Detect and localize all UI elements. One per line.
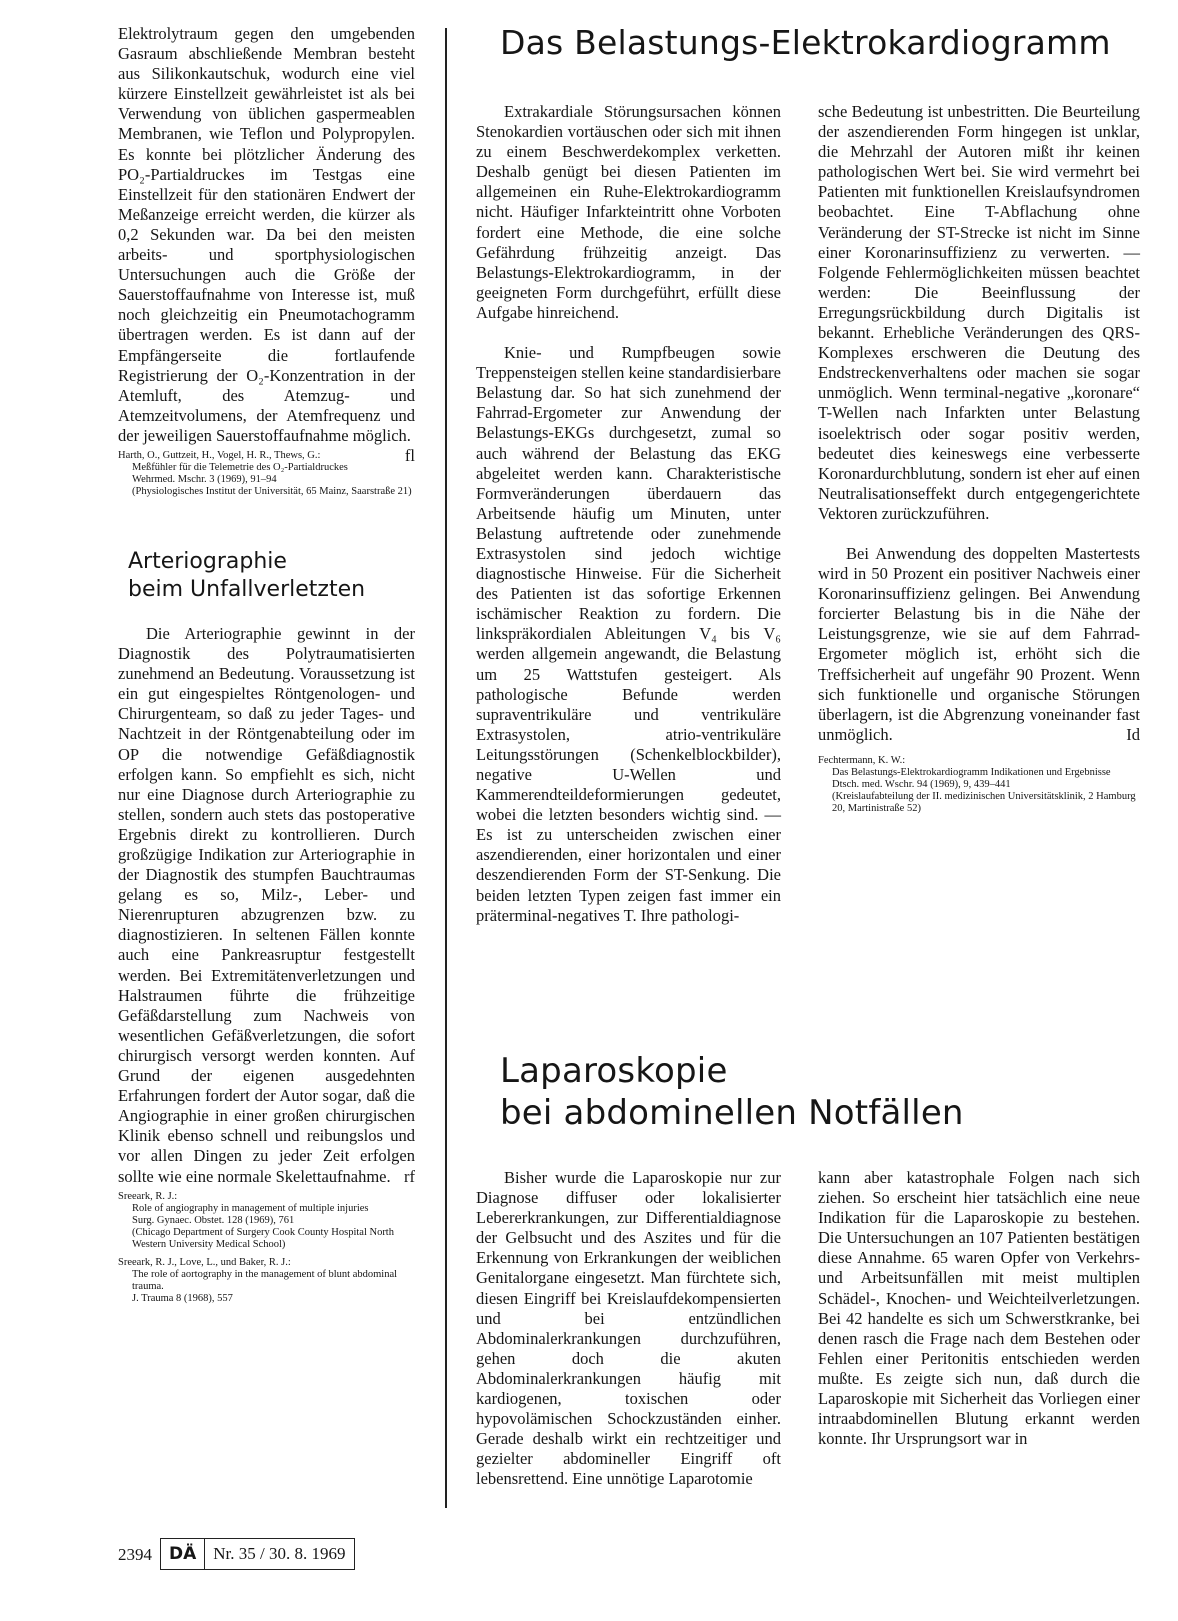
ekg-references (818, 755, 1140, 815)
journal-footer (160, 1538, 355, 1570)
ref-affiliation: (Physiologisches Institut der Universität, 65 Mainz, Saarstraße 21) (132, 485, 412, 497)
laparoskopie-column-1 (476, 1168, 781, 1490)
ref-author: Sreeark, R. J.: (118, 1190, 178, 1202)
ref-title: Meßfühler für die Telemetrie des O₂-Partialdruckes (132, 461, 348, 473)
ekg-paragraph: sche Bedeutung ist unbestritten. Die Beurteilung der aszendierenden Form hingegen ist unklar, die Mehrzahl der Autoren mißt ihr keinen pathologischen Wert bei. Sie wird vermehrt bei Patienten mit funktionellen Kreislaufsyndromen beobachtet. Eine T-Abflachung ohne Veränderung der ST-Strecke ist nicht im Sinne einer Koronarinsuffizienz zu verwerten. — Folgende Fehlermöglichkeiten müssen beachtet werden: Die Beeinflussung der Erregungsrückbildung durch Digitalis ist bekannt. Erhebliche Veränderungen des QRS-Komplexes erschweren die Deutung des Endstreckenverhaltens oder machen sie sogar unmöglich. Wenn terminal-negative „koronare“ T-Wellen nach Infarkten unter Belastung isoelektrisch oder sogar positiv werden, bedeutet dies keineswegs eine verbesserte Koronardurchblutung, sondern ist eher auf einen Neutralisationseffekt durch entgegengerichtete Vektoren zurückzuführen. (818, 102, 1140, 523)
ref-source: Dtsch. med. Wschr. 94 (1969), 9, 439–441 (832, 778, 1011, 790)
arteriographie-references (118, 1191, 415, 1305)
ref-affiliation: (Kreislaufabteilung der II. medizinischen Universitätsklinik, 2 Hamburg 20, Martinistraße 52) (832, 790, 1136, 814)
ref-author: Sreeark, R. J., Love, L., und Baker, R. J.: (118, 1256, 291, 1268)
ekg-column-2 (818, 102, 1140, 815)
laparoskopie-title: Laparoskopie bei abdominellen Notfällen (500, 1051, 964, 1133)
ref-author: Fechtermann, K. W.: (818, 754, 906, 766)
intro-author-tag: fl (404, 445, 415, 465)
ekg-column-1 (476, 102, 781, 926)
column-divider (445, 28, 447, 1508)
arteriographie-author-tag: rf (404, 1166, 415, 1186)
page-number: 2394 (118, 1545, 152, 1564)
intro-references (118, 450, 415, 498)
laparoskopie-column-2 (818, 1168, 1140, 1449)
arteriographie-title: Arteriographie beim Unfallverletzten (128, 548, 366, 602)
ekg-paragraph: Knie- und Rumpfbeugen sowie Treppensteigen stellen keine standardisierbare Belastung dar. So hat sich zunehmend der Fahrrad-Ergometer zur Anwendung der Belastungs-EKGs durchgesetzt, zumal so auch während der Belastung das EKG abgeleitet werden kann. Charakteristische Formveränderungen überdauern das Arbeitsende häufig um Minuten, unter Belastung auftretende oder zunehmende Extrasystolen sind jedoch wichtige diagnostische Hinweise. Für die Sicherheit des Patienten ist das sofortige Erkennen ischämischer Reaktion zu fordern. Die linkspräkordialen Ableitungen V₄ bis V₆ werden allgemein angewandt, die Belastung um 25 Wattstufen gesteigert. Als pathologische Befunde werden supraventrikuläre und ventrikuläre Extrasystolen, atrio-ventrikuläre Leitungsstörungen (Schenkelblockbilder), negative U-Wellen und Kammerendteildeformierungen gedeutet, wobei die letzten besonders wichtig sind. — Es ist zu unterscheiden zwischen einer aszendierenden, einer horizontalen und einer deszendierenden Form der ST-Senkung. Die beiden letzten Typen zeigen fast immer ein präterminal-negatives T. Ihre pathologi- (476, 343, 782, 925)
ref-title: Das Belastungs-Elektrokardiogramm Indikationen und Ergebnisse (832, 766, 1111, 778)
ref-source: Wehrmed. Mschr. 3 (1969), 91–94 (132, 473, 277, 485)
ref-affiliation: (Chicago Department of Surgery Cook County Hospital North Western University Medical School) (132, 1226, 394, 1250)
left-column (118, 24, 415, 1305)
ref-title: Role of angiography in management of multiple injuries (132, 1202, 369, 1214)
issue-label: Nr. 35 / 30. 8. 1969 (213, 1544, 346, 1563)
intro-paragraph: Elektrolytraum gegen den umgebenden Gasraum abschließende Membran besteht aus Silikonkautschuk, wodurch eine viel kürzere Einstellzeit gewährleistet ist als bei Verwendung von üblichen gaspermeablen Membranen, wie Teflon und Polypropylen. Es konnte bei plötzlicher Änderung des PO₂-Partialdruckes im Testgas eine Einstellzeit für den stationären Endwert der Meßanzeige erreicht werden, die kürzer als 0,2 Sekunden war. Da bei den meisten arbeits- und sportphysiologischen Untersuchungen auch die Größe der Sauerstoffaufnahme von Interesse ist, muß noch gleichzeitig ein Pneumotachogramm übertragen werden. Es ist dann auf der Empfängerseite die fortlaufende Registrierung der O₂-Konzentration in der Atemluft, des Atemzug- und Atemzeitvolumens, der Atemfrequenz und der jeweiligen Sauerstoffaufnahme möglich. (118, 24, 415, 445)
ekg-article-title: Das Belastungs-Elektrokardiogramm (500, 23, 1111, 62)
arteriographie-text (118, 624, 415, 1187)
ref-author: Harth, O., Guttzeit, H., Vogel, H. R., Thews, G.: (118, 449, 321, 461)
ekg-paragraph: Bei Anwendung des doppelten Mastertests wird in 50 Prozent ein positiver Nachweis einer Koronarinsuffizienz gelingen. Bei Anwendung forcierter Belastung bis in die Nähe der Leistungsgrenze, wie sie auf dem Fahrrad-Ergometer möglich ist, erhöht sich die Treffsicherheit auf ungefähr 90 Prozent. Wenn sich funktionelle und organische Störungen überlagern, ist die Abgrenzung voneinander fast unmöglich. (818, 543, 1140, 744)
ekg-author-tag: Id (1126, 724, 1140, 744)
laparoskopie-paragraph: kann aber katastrophale Folgen nach sich ziehen. So erscheint hier tatsächlich eine neue Indikation für die Laparoskopie zu bestehen. Die Untersuchungen an 107 Patienten bestätigen diese Annahme. 65 waren Opfer von Verkehrs- und Arbeitsunfällen mit meist multiplen Schädel-, Knochen- und Weichteilverletzungen. Bei 42 handelte es sich um Schwerstkranke, bei denen rasch die Frage nach dem Bestehen oder Fehlen einer Peritonitis entschieden werden mußte. Es zeigte sich nun, daß durch die Laparoskopie mit Sicherheit das Vorliegen einer intraabdominellen Blutung erkannt werden konnte. Ihr Ursprungsort war in (818, 1168, 1140, 1449)
ref-source: Surg. Gynaec. Obstet. 128 (1969), 761 (132, 1214, 295, 1226)
laparoskopie-paragraph: Bisher wurde die Laparoskopie nur zur Diagnose diffuser oder lokalisierter Lebererkrankungen, zur Differentialdiagnose der Gelbsucht und des Aszites und für die Erkennung von Erkrankungen der weiblichen Genitalorgane eingesetzt. Man fürchtete sich, diesen Eingriff bei Kreislaufdekompensierten und bei entzündlichen Abdominalerkrankungen durchzuführen, gehen doch die akuten Abdominalerkrankungen häufig mit kardiogenen, toxischen oder hypovolämischen Schockzuständen einher. Gerade deshalb wirkt ein rechtzeitiger und gezielter abdomineller Eingriff oft lebensrettend. Eine unnötige Laparotomie (476, 1168, 781, 1489)
arteriographie-paragraph: Die Arteriographie gewinnt in der Diagnostik des Polytraumatisierten zunehmend an Bedeutung. Voraussetzung ist ein gut eingespieltes Röntgenologen- und Chirurgenteam, so daß zu jeder Tages- und Nachtzeit in der Röntgenabteilung oder im OP die notwendige Gefäßdiagnostik erfolgen kann. So empfiehlt es sich, nicht nur eine Diagnose durch Arteriographie zu stellen, sondern auch stets das postoperative Ergebnis direkt zu kontrollieren. Durch großzügige Indikation zur Arteriographie in der Diagnostik des stumpfen Bauchtraumas gelang es so, Milz-, Leber- und Nierenrupturen abzugrenzen bzw. zu diagnostizieren. In seltenen Fällen konnte auch eine Pankreasruptur festgestellt werden. Bei Extremitätenverletzungen und Halstraumen führte die frühzeitige Gefäßdarstellung zum Nachweis von wesentlichen Gefäßverletzungen, die sofort chirurgisch versorgt werden konnten. Auf Grund der eigenen ausgedehnten Erfahrungen fordert der Autor sogar, daß die Angiographie in einer großen chirurgischen Klinik ebenso schnell und reibungslos und vor allen Dingen zu jeder Zeit erfolgen sollte wie eine normale Skelettaufnahme. (118, 623, 415, 1186)
ekg-paragraph: Extrakardiale Störungsursachen können Stenokardien vortäuschen oder sich mit ihnen zu einem Beschwerdekomplex verketten. Deshalb genügt bei diesen Patienten im allgemeinen ein Ruhe-Elektrokardiogramm nicht. Häufiger Infarkteintritt ohne Vorboten fordert eine Methode, die eine solche Gefährdung frühzeitig anzeigt. Das Belastungs-Elektrokardiogramm, in der geeigneten Form durchgeführt, erfüllt diese Aufgabe hinreichend. (476, 102, 781, 322)
ref-title: The role of aortography in the management of blunt abdominal trauma. (132, 1268, 398, 1292)
ref-source: J. Trauma 8 (1968), 557 (132, 1292, 233, 1304)
journal-logo: DÄ (161, 1539, 205, 1569)
